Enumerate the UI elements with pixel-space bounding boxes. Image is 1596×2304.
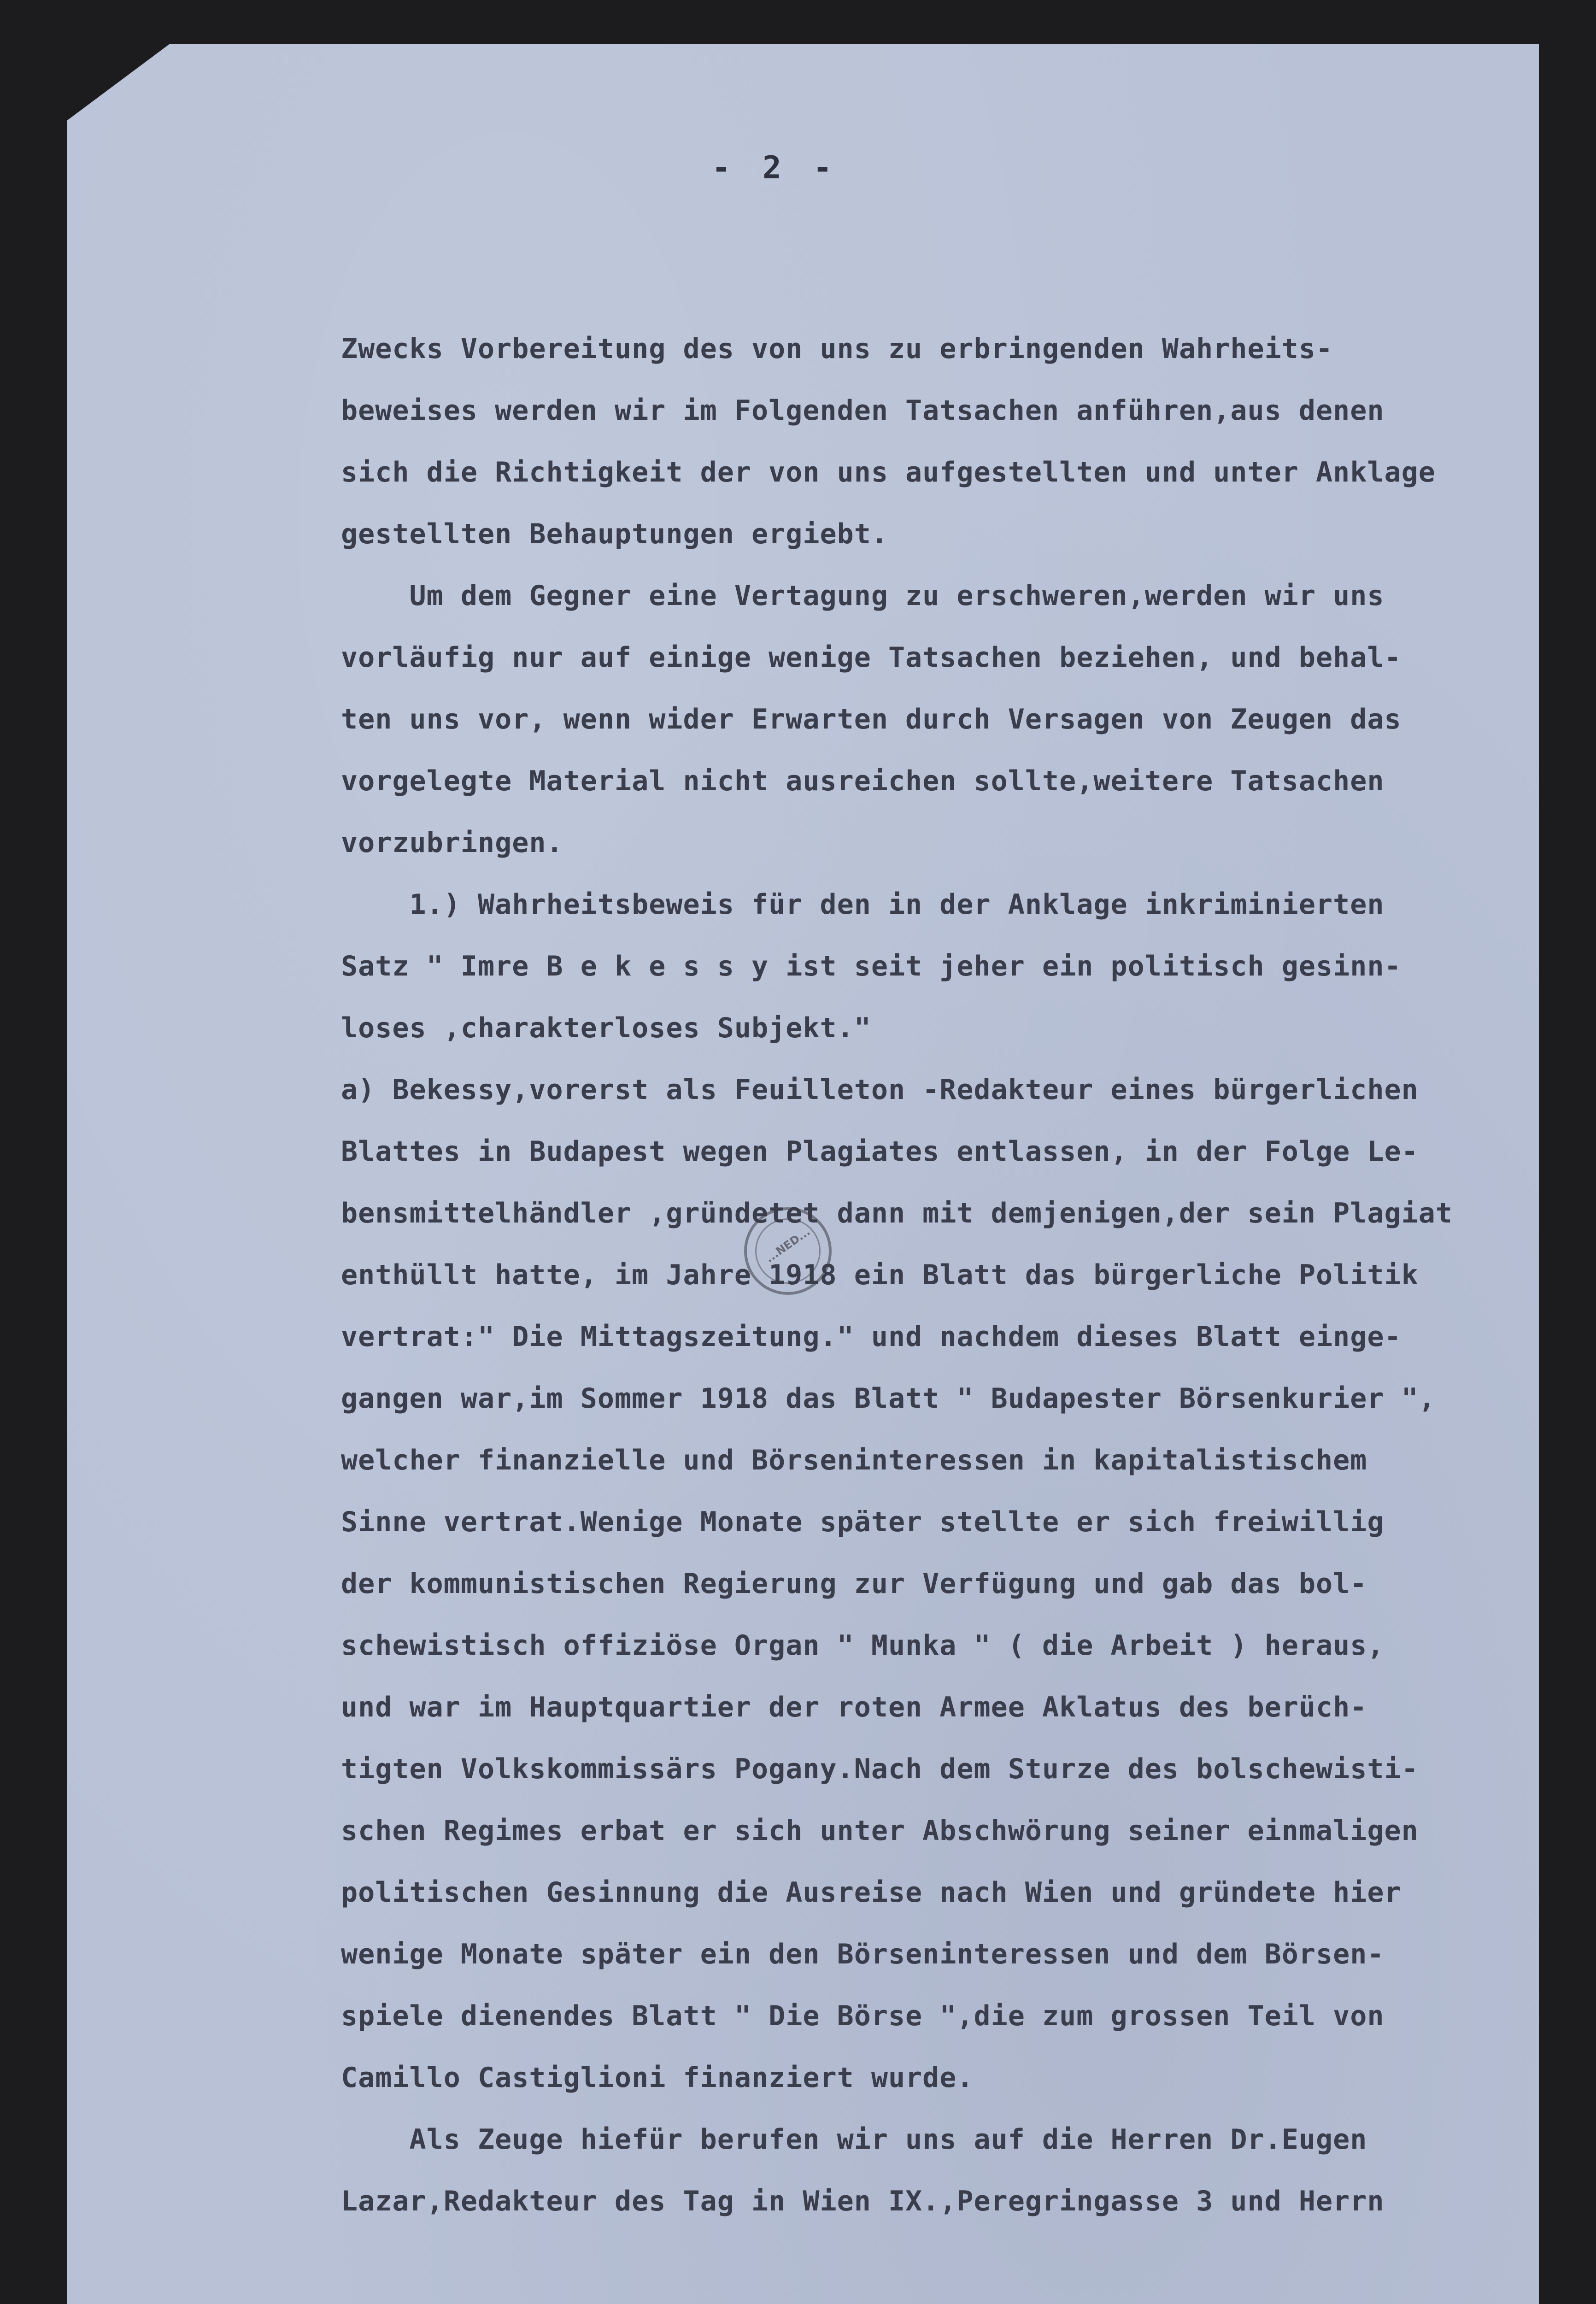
text-line: enthüllt hatte, im Jahre 1918 ein Blatt das bürgerliche Politik [341, 1259, 1419, 1291]
text-line: beweises werden wir im Folgenden Tatsachen anführen,aus denen [341, 394, 1385, 427]
text-line: schen Regimes erbat er sich unter Abschwörung seiner einmaligen [341, 1815, 1419, 1847]
text-line: gangen war,im Sommer 1918 das Blatt " Budapester Börsenkurier ", [341, 1382, 1436, 1415]
text-line: ten uns vor, wenn wider Erwarten durch Versagen von Zeugen das [341, 703, 1402, 735]
text-line: Blattes in Budapest wegen Plagiates entlassen, in der Folge Le- [341, 1135, 1419, 1168]
text-line: 1.) Wahrheitsbeweis für den in der Anklage inkriminierten [341, 888, 1385, 921]
text-line: tigten Volkskommissärs Pogany.Nach dem Sturze des bolschewisti- [341, 1753, 1419, 1785]
archive-stamp-text: ...NED... [763, 1225, 813, 1265]
text-line: spiele dienendes Blatt " Die Börse ",die zum grossen Teil von [341, 2000, 1385, 2032]
text-line: politischen Gesinnung die Ausreise nach Wien und gründete hier [341, 1876, 1402, 1909]
text-line: gestellten Behauptungen ergiebt. [341, 518, 888, 550]
text-line: bensmittelhändler ,gründetet dann mit demjenigen,der sein Plagiat [341, 1197, 1453, 1229]
text-line: der kommunistischen Regierung zur Verfügung und gab das bol- [341, 1568, 1367, 1600]
text-line: vorläufig nur auf einige wenige Tatsachen beziehen, und behal- [341, 641, 1402, 674]
text-line: Lazar,Redakteur des Tag in Wien IX.,Peregringasse 3 und Herrn [341, 2185, 1385, 2217]
text-line: Sinne vertrat.Wenige Monate später stellte er sich freiwillig [341, 1506, 1385, 1538]
text-line: sich die Richtigkeit der von uns aufgestellten und unter Anklage [341, 456, 1436, 488]
archive-stamp [744, 1207, 832, 1295]
text-line: vorzubringen. [341, 827, 563, 859]
text-line: Satz " Imre B e k e s s y ist seit jeher ein politisch gesinn- [341, 950, 1402, 982]
text-line: vorgelegte Material nicht ausreichen sollte,weitere Tatsachen [341, 765, 1385, 797]
text-line: vertrat:" Die Mittagszeitung." und nachdem dieses Blatt einge- [341, 1321, 1402, 1353]
text-line: Als Zeuge hiefür berufen wir uns auf die Herren Dr.Eugen [341, 2123, 1367, 2156]
text-line: Um dem Gegner eine Vertagung zu erschweren,werden wir uns [341, 580, 1385, 612]
text-line: welcher finanzielle und Börseninteressen in kapitalistischem [341, 1444, 1367, 1476]
text-line: und war im Hauptquartier der roten Armee Aklatus des berüch- [341, 1691, 1367, 1723]
text-line: loses ,charakterloses Subjekt." [341, 1012, 871, 1044]
text-line: wenige Monate später ein den Börseninteressen und dem Börsen- [341, 1938, 1385, 1970]
text-line: Camillo Castiglioni finanziert wurde. [341, 2062, 974, 2094]
page-number: - 2 - [712, 150, 839, 186]
text-line: Zwecks Vorbereitung des von uns zu erbringenden Wahrheits- [341, 333, 1333, 365]
text-line: a) Bekessy,vorerst als Feuilleton -Redakteur eines bürgerlichen [341, 1074, 1419, 1106]
text-line: schewistisch offiziöse Organ " Munka " ( die Arbeit ) heraus, [341, 1629, 1385, 1662]
typewritten-body [341, 318, 1502, 2232]
